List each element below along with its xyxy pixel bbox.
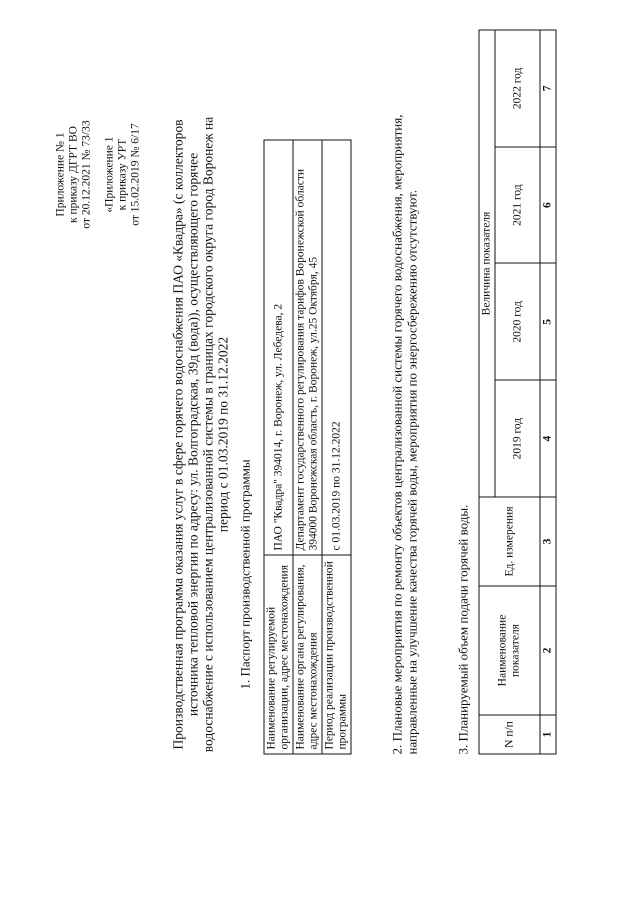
rotated-content — [1, 0, 640, 905]
col-number: 2 — [540, 586, 556, 715]
appendix2-line1: «Приложение 1 — [103, 136, 116, 213]
title-line3: водоснабжение с использованием централизованной системы в границах городского округа город Воронеж на — [200, 116, 216, 753]
appendix1-line2: к приказу ДГРТ ВО — [67, 126, 80, 223]
title-line1: Производственная программа оказания услуг в сфере горячего водоснабжения ПАО «Квадра» (с коллекторов — [170, 119, 186, 750]
table-row — [540, 30, 556, 754]
title-line2: источника тепловой энергии по адресу: ул. Волгоградская, 39д (вода)), осуществляющего горячее — [185, 152, 201, 717]
col-number: 3 — [540, 497, 556, 586]
volume-table — [479, 30, 557, 755]
section1-heading: 1. Паспорт производственной программы — [237, 459, 253, 690]
section2-text: 2. Плановые мероприятия по ремонту объектов централизованной системы горячего водоснабжения, мероприятия, направленные на улучшение качества горячей воды, мероприятия по энергосбережению отсутствуют. — [389, 114, 420, 755]
passport-value: с 01.03.2019 по 31.12.2022 — [322, 140, 351, 555]
passport-label: Период реализации производственной программы — [322, 555, 351, 754]
appendix1-line3: от 20.12.2021 № 73/33 — [80, 120, 93, 229]
col-number: 6 — [540, 147, 556, 264]
table-row — [322, 140, 351, 754]
appendix2-line2: к приказу УРТ — [116, 138, 129, 211]
col-header-num: N п/п — [479, 715, 540, 754]
appendix-note-1 — [55, 80, 94, 270]
col-number: 5 — [540, 264, 556, 381]
col-header-year: 2019 год — [495, 380, 540, 497]
col-header-year: 2022 год — [495, 30, 540, 147]
col-header-group: Величина показателя — [479, 30, 495, 497]
col-number: 1 — [540, 715, 556, 754]
col-header-year: 2020 год — [495, 264, 540, 381]
passport-label: Наименование регулируемой организации, адрес местонахождения — [264, 555, 293, 754]
col-header-name: Наименование показателя — [479, 586, 540, 715]
passport-value: ПАО "Квадра" 394014, г. Воронеж, ул. Лебедева, 2 — [264, 140, 293, 555]
passport-value: Департамент государственного регулирования тарифов Воронежской области 394000 Воронежская область, г. Воронеж, ул.25 Октября, 45 — [293, 140, 322, 555]
title-line4: период с 01.03.2019 по 31.12.2022 — [215, 336, 231, 533]
passport-table — [264, 140, 352, 755]
col-header-unit: Ед. измерения — [479, 497, 540, 586]
col-number: 4 — [540, 380, 556, 497]
table-row — [264, 140, 293, 754]
appendix2-line3: от 15.02.2019 № 6/17 — [129, 123, 142, 226]
appendix-note-2 — [104, 80, 143, 270]
section3-heading: 3. Планируемый объем подачи горячей воды. — [455, 504, 471, 755]
table-row — [293, 140, 322, 754]
appendix1-line1: Приложение № 1 — [54, 132, 67, 217]
col-header-year: 2021 год — [495, 147, 540, 264]
document-title — [171, 115, 231, 755]
passport-label: Наименование органа регулирования, адрес местонахождения — [293, 555, 322, 754]
col-number: 7 — [540, 30, 556, 147]
table-header-row — [479, 30, 495, 754]
